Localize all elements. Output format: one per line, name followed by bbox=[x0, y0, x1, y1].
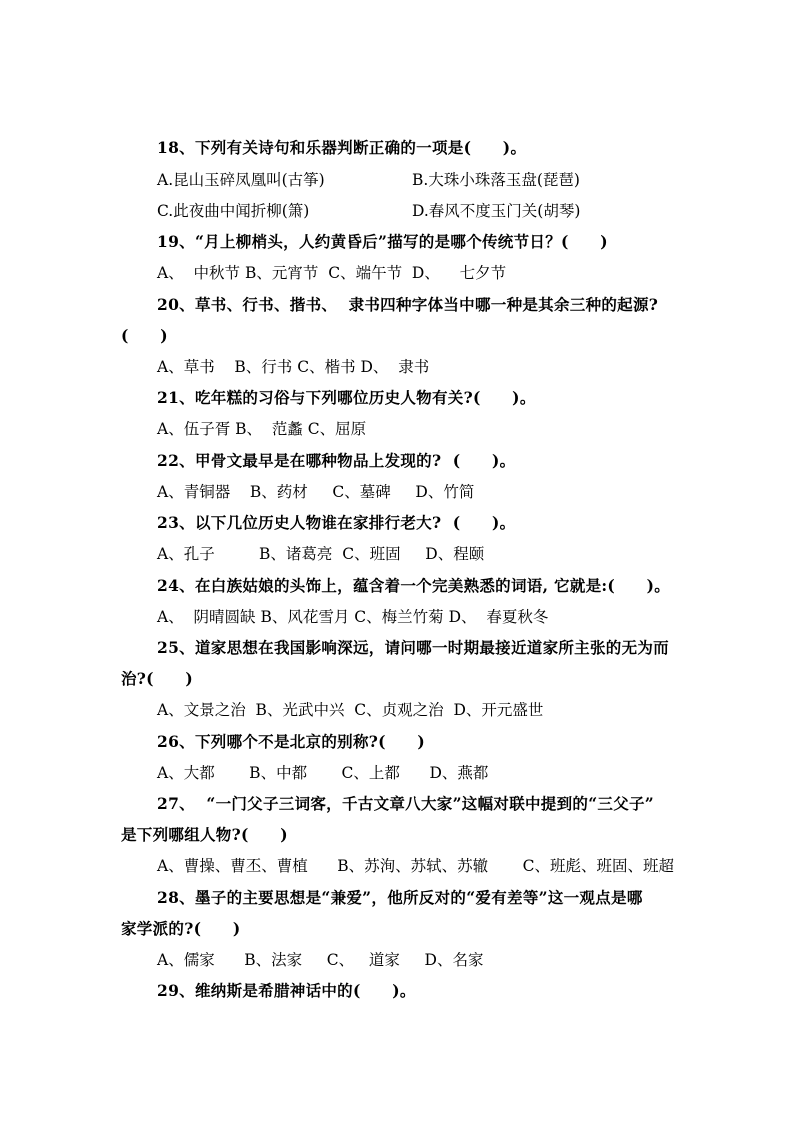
question-19-options: A、 中秋节 B、元宵节 C、端午节 D、 七夕节 bbox=[157, 264, 507, 282]
question-18-stem: 18、下列有关诗句和乐器判断正确的一项是( )。 bbox=[157, 138, 527, 157]
question-18-option-a: A.昆山玉碎凤凰叫(古筝) bbox=[157, 171, 325, 189]
question-23-options: A、孔子 B、诸葛亮 C、班固 D、程颐 bbox=[157, 545, 485, 563]
question-29-stem: 29、维纳斯是希腊神话中的( )。 bbox=[157, 981, 416, 1000]
question-28-stem-cont: 家学派的?( ) bbox=[121, 919, 241, 938]
question-19-stem: 19、“月上柳梢头，人约黄昏后”描写的是哪个传统节日？( ) bbox=[157, 232, 608, 251]
question-24-options: A、 阴晴圆缺 B、风花雪月 C、梅兰竹菊 D、 春夏秋冬 bbox=[157, 608, 549, 626]
question-20-stem-cont: ( ) bbox=[121, 326, 168, 345]
question-21-stem: 21、吃年糕的习俗与下列哪位历史人物有关?( )。 bbox=[157, 388, 536, 407]
question-25-stem: 25、道家思想在我国影响深远，请问哪一时期最接近道家所主张的无为而 bbox=[157, 638, 669, 657]
question-27-options: A、曹操、曹丕、曹植 B、苏洵、苏轼、苏辙 C、班彪、班固、班超 bbox=[157, 857, 674, 875]
question-20-stem: 20、草书、行书、揩书、 隶书四种字体当中哪一种是其余三种的起源? bbox=[157, 295, 659, 314]
question-26-stem: 26、下列哪个不是北京的别称?( ) bbox=[157, 732, 426, 751]
question-25-options: A、文景之治 B、光武中兴 C、贞观之治 D、开元盛世 bbox=[157, 701, 544, 719]
question-27-stem-cont: 是下列哪组人物?( ) bbox=[121, 825, 288, 844]
question-26-options: A、大都 B、中都 C、上都 D、燕都 bbox=[157, 764, 489, 782]
question-22-options: A、青铜器 B、药材 C、墓碑 D、竹简 bbox=[157, 483, 475, 501]
question-27-stem: 27、 “一门父子三词客，千古文章八大家”这幅对联中提到的“三父子” bbox=[157, 794, 655, 813]
question-28-stem: 28、墨子的主要思想是“兼爱”，他所反对的“爱有差等”这一观点是哪 bbox=[157, 888, 643, 907]
question-28-options: A、儒家 B、法家 C、 道家 D、名家 bbox=[157, 951, 484, 969]
question-23-stem: 23、以下几位历史人物谁在家排行老大? ( )。 bbox=[157, 513, 516, 532]
question-20-options: A、草书 B、行书 C、楷书 D、 隶书 bbox=[157, 358, 430, 376]
question-18-option-c: C.此夜曲中闻折柳(箫) bbox=[157, 202, 310, 220]
question-25-stem-cont: 治?( ) bbox=[121, 669, 194, 688]
question-21-options: A、伍子胥 B、 范蠡 C、屈原 bbox=[157, 420, 367, 438]
question-18-option-b: B.大珠小珠落玉盘(琵琶) bbox=[412, 171, 580, 189]
question-18-option-d: D.春风不度玉门关(胡琴) bbox=[412, 202, 581, 220]
question-24-stem: 24、在白族姑娘的头饰上，蕴含着一个完美熟悉的词语, 它就是:( )。 bbox=[157, 576, 671, 595]
question-22-stem: 22、甲骨文最早是在哪种物品上发现的? ( )。 bbox=[157, 451, 516, 470]
